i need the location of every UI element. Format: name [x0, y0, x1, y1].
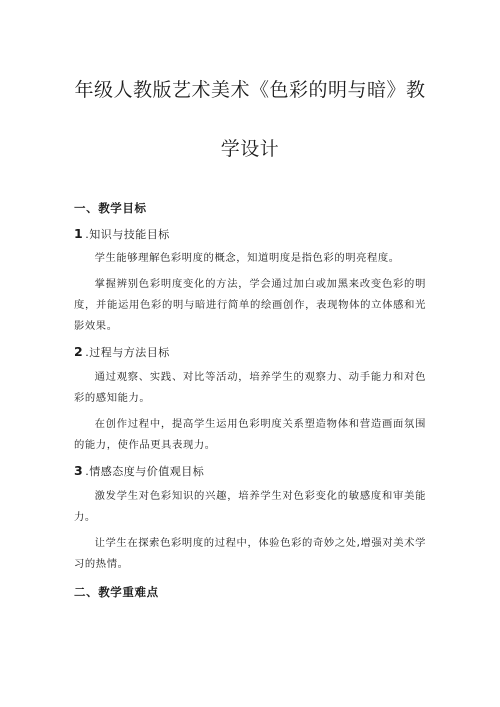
subsection-number: 2 — [74, 344, 84, 360]
subsection-heading-process — [74, 343, 426, 362]
paragraph: 掌握辨别色彩明度变化的方法，学会通过加白或加黑来改变色彩的明度，并能运用色彩的明与暗进行简单的绘画创作，表现物体的立体感和光影效果。 — [74, 278, 426, 333]
document-title-line-2: 学设计 — [220, 137, 280, 160]
paragraph: 让学生在探索色彩明度的过程中，体验色彩的奇妙之处,增强对美术学习的热情。 — [74, 537, 426, 571]
subsection-label: .情感态度与价值观目标 — [85, 465, 205, 479]
subsection-number: 3 — [74, 463, 84, 479]
subsection-number: 1 — [74, 226, 84, 242]
section-heading-key-points: 二、教学重难点 — [74, 585, 159, 600]
paragraph: 学生能够理解色彩明度的概念，知道明度是指色彩的明亮程度。 — [94, 252, 400, 265]
subsection-label: .过程与方法目标 — [85, 346, 170, 360]
section-heading-goals: 一、教学目标 — [74, 201, 147, 216]
subsection-heading-knowledge — [74, 225, 426, 244]
paragraph: 在创作过程中，提高学生运用色彩明度关系塑造物体和营造画面氛围的能力，使作品更具表现力。 — [74, 418, 426, 452]
document-title-line-1: 年级人教版艺术美术《色彩的明与暗》教 — [74, 79, 426, 101]
paragraph: 通过观察、实践、对比等活动，培养学生的观察力、动手能力和对色彩的感知能力。 — [74, 371, 426, 405]
paragraph: 激发学生对色彩知识的兴趣，培养学生对色彩变化的敏感度和审美能力。 — [74, 490, 426, 524]
subsection-label: .知识与技能目标 — [85, 228, 170, 242]
subsection-heading-attitude — [74, 462, 426, 481]
